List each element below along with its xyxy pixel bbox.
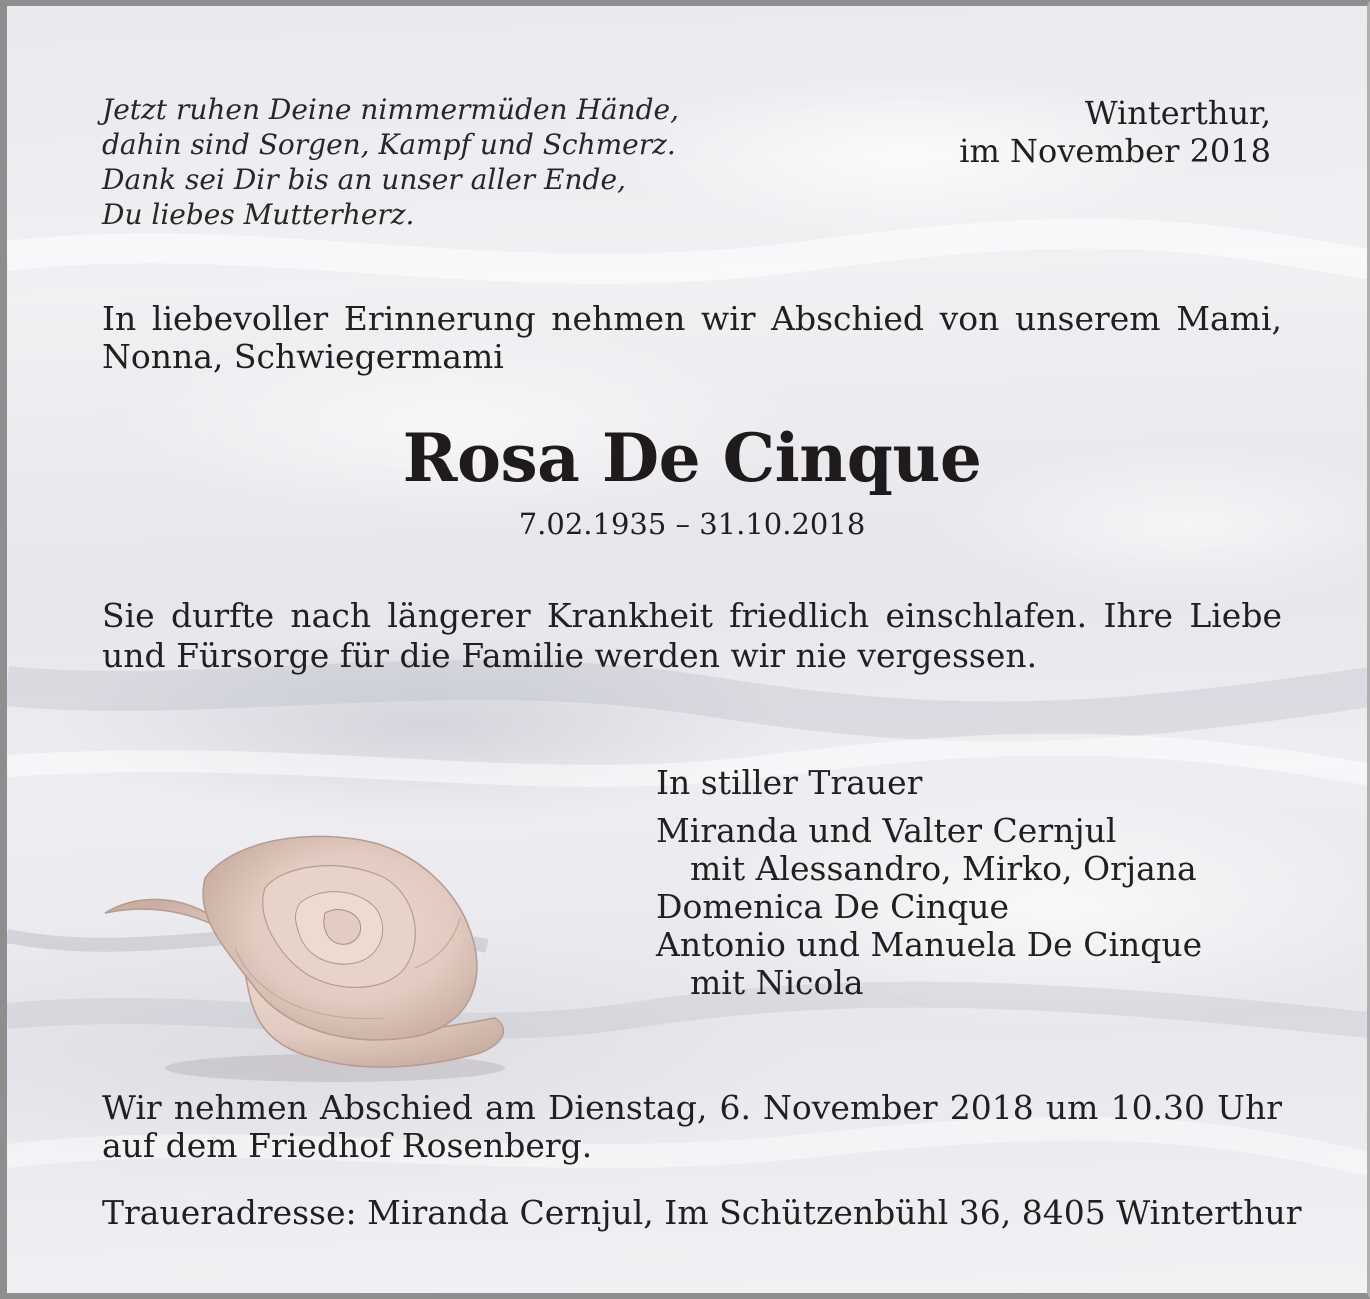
poem-line: Du liebes Mutterherz. <box>102 198 415 231</box>
poem-line: Jetzt ruhen Deine nimmermüden Hände, <box>102 93 679 126</box>
notice-text: Sie durfte nach längerer Krankheit friedlich einschlafen. Ihre Liebe und Fürsorge für die Familie werden wir nie vergessen. <box>102 596 1282 675</box>
place-city: Winterthur, <box>1084 94 1271 132</box>
mourners-list <box>656 764 1296 1002</box>
mourner-entry: Antonio und Manuela De Cinque <box>656 925 1203 964</box>
mourner-entry: mit Nicola <box>690 963 864 1002</box>
place-date: im November 2018 <box>959 132 1271 170</box>
poem <box>102 92 722 232</box>
poem-line: Dank sei Dir bis an unser aller Ende, <box>102 163 626 196</box>
farewell-text: Wir nehmen Abschied am Dienstag, 6. November 2018 um 10.30 Uhr auf dem Friedhof Rosenberg. <box>102 1088 1282 1165</box>
deceased-name: Rosa De Cinque <box>402 419 982 497</box>
intro-text: In liebevoller Erinnerung nehmen wir Abschied von unserem Mami, Nonna, Schwiegermami <box>102 299 1282 376</box>
poem-line: dahin sind Sorgen, Kampf und Schmerz. <box>102 128 676 161</box>
mourners-heading: In stiller Trauer <box>656 763 923 802</box>
mourner-entry: Miranda und Valter Cernjul <box>656 811 1117 850</box>
rose-icon <box>85 818 515 1088</box>
life-dates: 7.02.1935 – 31.10.2018 <box>518 507 866 541</box>
mourner-entry: mit Alessandro, Mirko, Orjana <box>690 849 1197 888</box>
mourning-address: Traueradresse: Miranda Cernjul, Im Schützenbühl 36, 8405 Winterthur <box>102 1193 1302 1232</box>
mourner-entry: Domenica De Cinque <box>656 887 1010 926</box>
place-and-date <box>871 94 1271 170</box>
